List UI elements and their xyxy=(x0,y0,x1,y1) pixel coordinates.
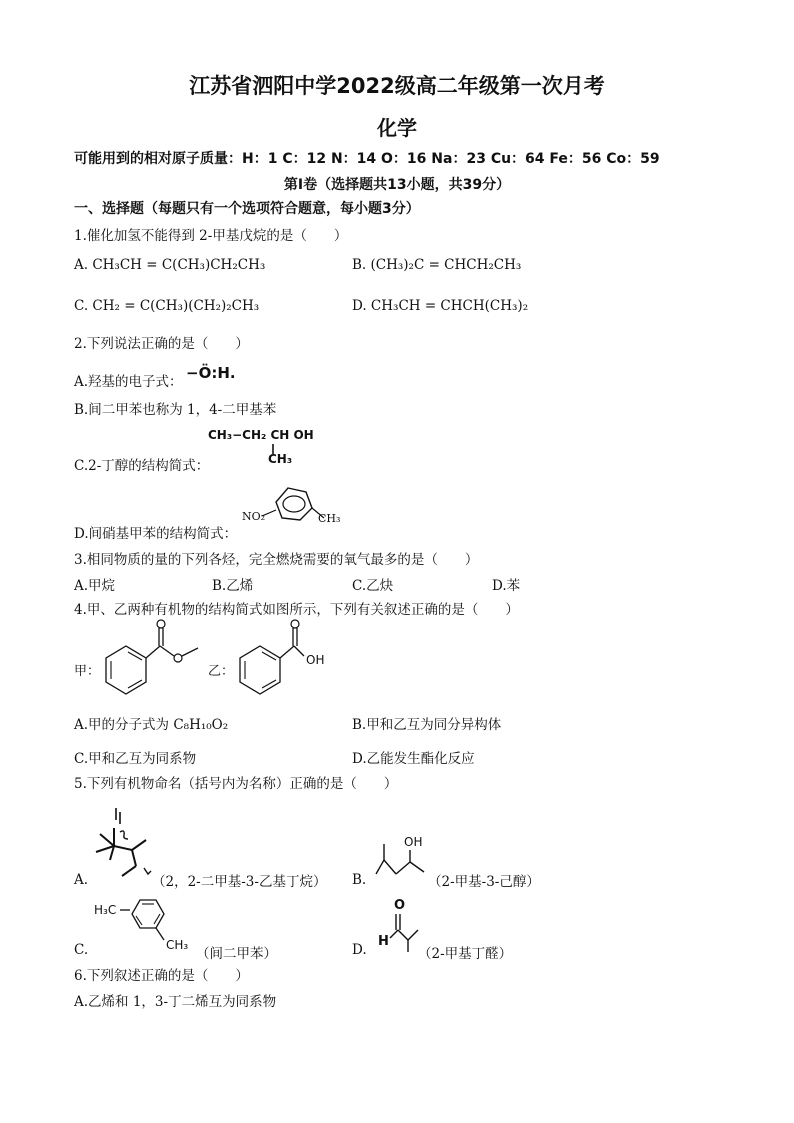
q5-option-c-label: C. xyxy=(74,942,89,958)
q1-stem: 1.催化加氢不能得到 2-甲基戊烷的是（ ） xyxy=(74,228,348,244)
q4-benzoic-acid-structure xyxy=(232,618,312,698)
q5-d-oxygen-label: O xyxy=(394,898,406,913)
q1-option-a: A. CH₃CH = C(CH₃)CH₂CH₃ xyxy=(74,257,266,273)
section-heading: 第Ⅰ卷（选择题共13小题，共39分） xyxy=(283,177,511,193)
q2-butanol-top: CH₃−CH₂ CH OH xyxy=(208,428,314,442)
q5-option-c-name: （间二甲苯） xyxy=(196,946,277,962)
q2-nitro-label: NO₂ xyxy=(242,510,266,523)
q3-option-b: B.乙烯 xyxy=(212,578,254,594)
q5-c-xylene-structure xyxy=(118,894,178,944)
q4-option-c: C.甲和乙互为同系物 xyxy=(74,751,197,767)
q2-option-b: B.间二甲苯也称为 1，4-二甲基苯 xyxy=(74,402,277,418)
q3-option-c: C.乙炔 xyxy=(352,578,394,594)
q5-option-d-label: D. xyxy=(352,942,367,958)
q5-d-hydrogen-label: H xyxy=(378,934,389,949)
q4-oh-label: OH xyxy=(306,653,325,667)
q1-option-c: C. CH₂ = C(CH₃)(CH₂)₂CH₃ xyxy=(74,298,260,314)
q4-option-a: A.甲的分子式为 C₈H₁₀O₂ xyxy=(74,717,229,733)
q2-methyl-label: CH₃ xyxy=(318,512,341,525)
q4-option-b: B.甲和乙互为同分异构体 xyxy=(352,717,502,733)
q5-option-a-name: （2，2-二甲基-3-乙基丁烷） xyxy=(152,874,327,890)
q3-option-a: A.甲烷 xyxy=(74,578,116,594)
q6-option-a: A.乙烯和 1，3-丁二烯互为同系物 xyxy=(74,994,277,1010)
q5-option-a-label: A. xyxy=(74,872,89,888)
part-heading: 一、选择题（每题只有一个选项符合题意，每小题3分） xyxy=(74,201,420,217)
q4-option-d: D.乙能发生酯化反应 xyxy=(352,751,475,767)
q5-c-methyl-left: H₃C xyxy=(94,903,117,917)
q2-hydroxyl-formula: −Ö:H. xyxy=(186,364,236,382)
q1-option-b: B. (CH₃)₂C = CHCH₂CH₃ xyxy=(352,257,522,273)
atomic-masses: 可能用到的相对原子质量：H：1 C：12 N：14 O：16 Na：23 Cu：64 Fe：56 Co：59 xyxy=(74,151,660,167)
q4-stem: 4.甲、乙两种有机物的结构简式如图所示，下列有关叙述正确的是（ ） xyxy=(74,602,519,618)
q6-stem: 6.下列叙述正确的是（ ） xyxy=(74,968,249,984)
q2-option-a: A.羟基的电子式： xyxy=(74,374,183,390)
q2-option-c: C.2-丁醇的结构简式： xyxy=(74,458,210,474)
subject-title: 化学 xyxy=(377,116,417,140)
q5-option-d-name: （2-甲基丁醛） xyxy=(418,946,513,962)
q2-butanol-bottom: CH₃ xyxy=(268,452,293,466)
q5-option-b-name: （2-甲基-3-己醇） xyxy=(428,874,540,890)
exam-title: 江苏省泗阳中学2022级高二年级第一次月考 xyxy=(189,74,605,98)
q4-yi-label: 乙： xyxy=(208,664,235,679)
q5-option-b-label: B. xyxy=(352,872,367,888)
q1-option-d: D. CH₃CH = CHCH(CH₃)₂ xyxy=(352,298,529,314)
q4-methyl-benzoate-structure xyxy=(98,618,208,698)
q4-jia-label: 甲： xyxy=(74,664,101,679)
q2-option-d: D.间硝基甲苯的结构简式： xyxy=(74,526,238,542)
q2-stem: 2.下列说法正确的是（ ） xyxy=(74,336,249,352)
q3-option-d: D.苯 xyxy=(492,578,521,594)
q5-b-oh-label: OH xyxy=(404,835,423,849)
q5-c-methyl-right: CH₃ xyxy=(166,938,189,952)
q5-stem: 5.下列有机物命名（括号内为名称）正确的是（ ） xyxy=(74,776,398,792)
q3-stem: 3.相同物质的量的下列各烃，完全燃烧需要的氧气最多的是（ ） xyxy=(74,552,479,568)
